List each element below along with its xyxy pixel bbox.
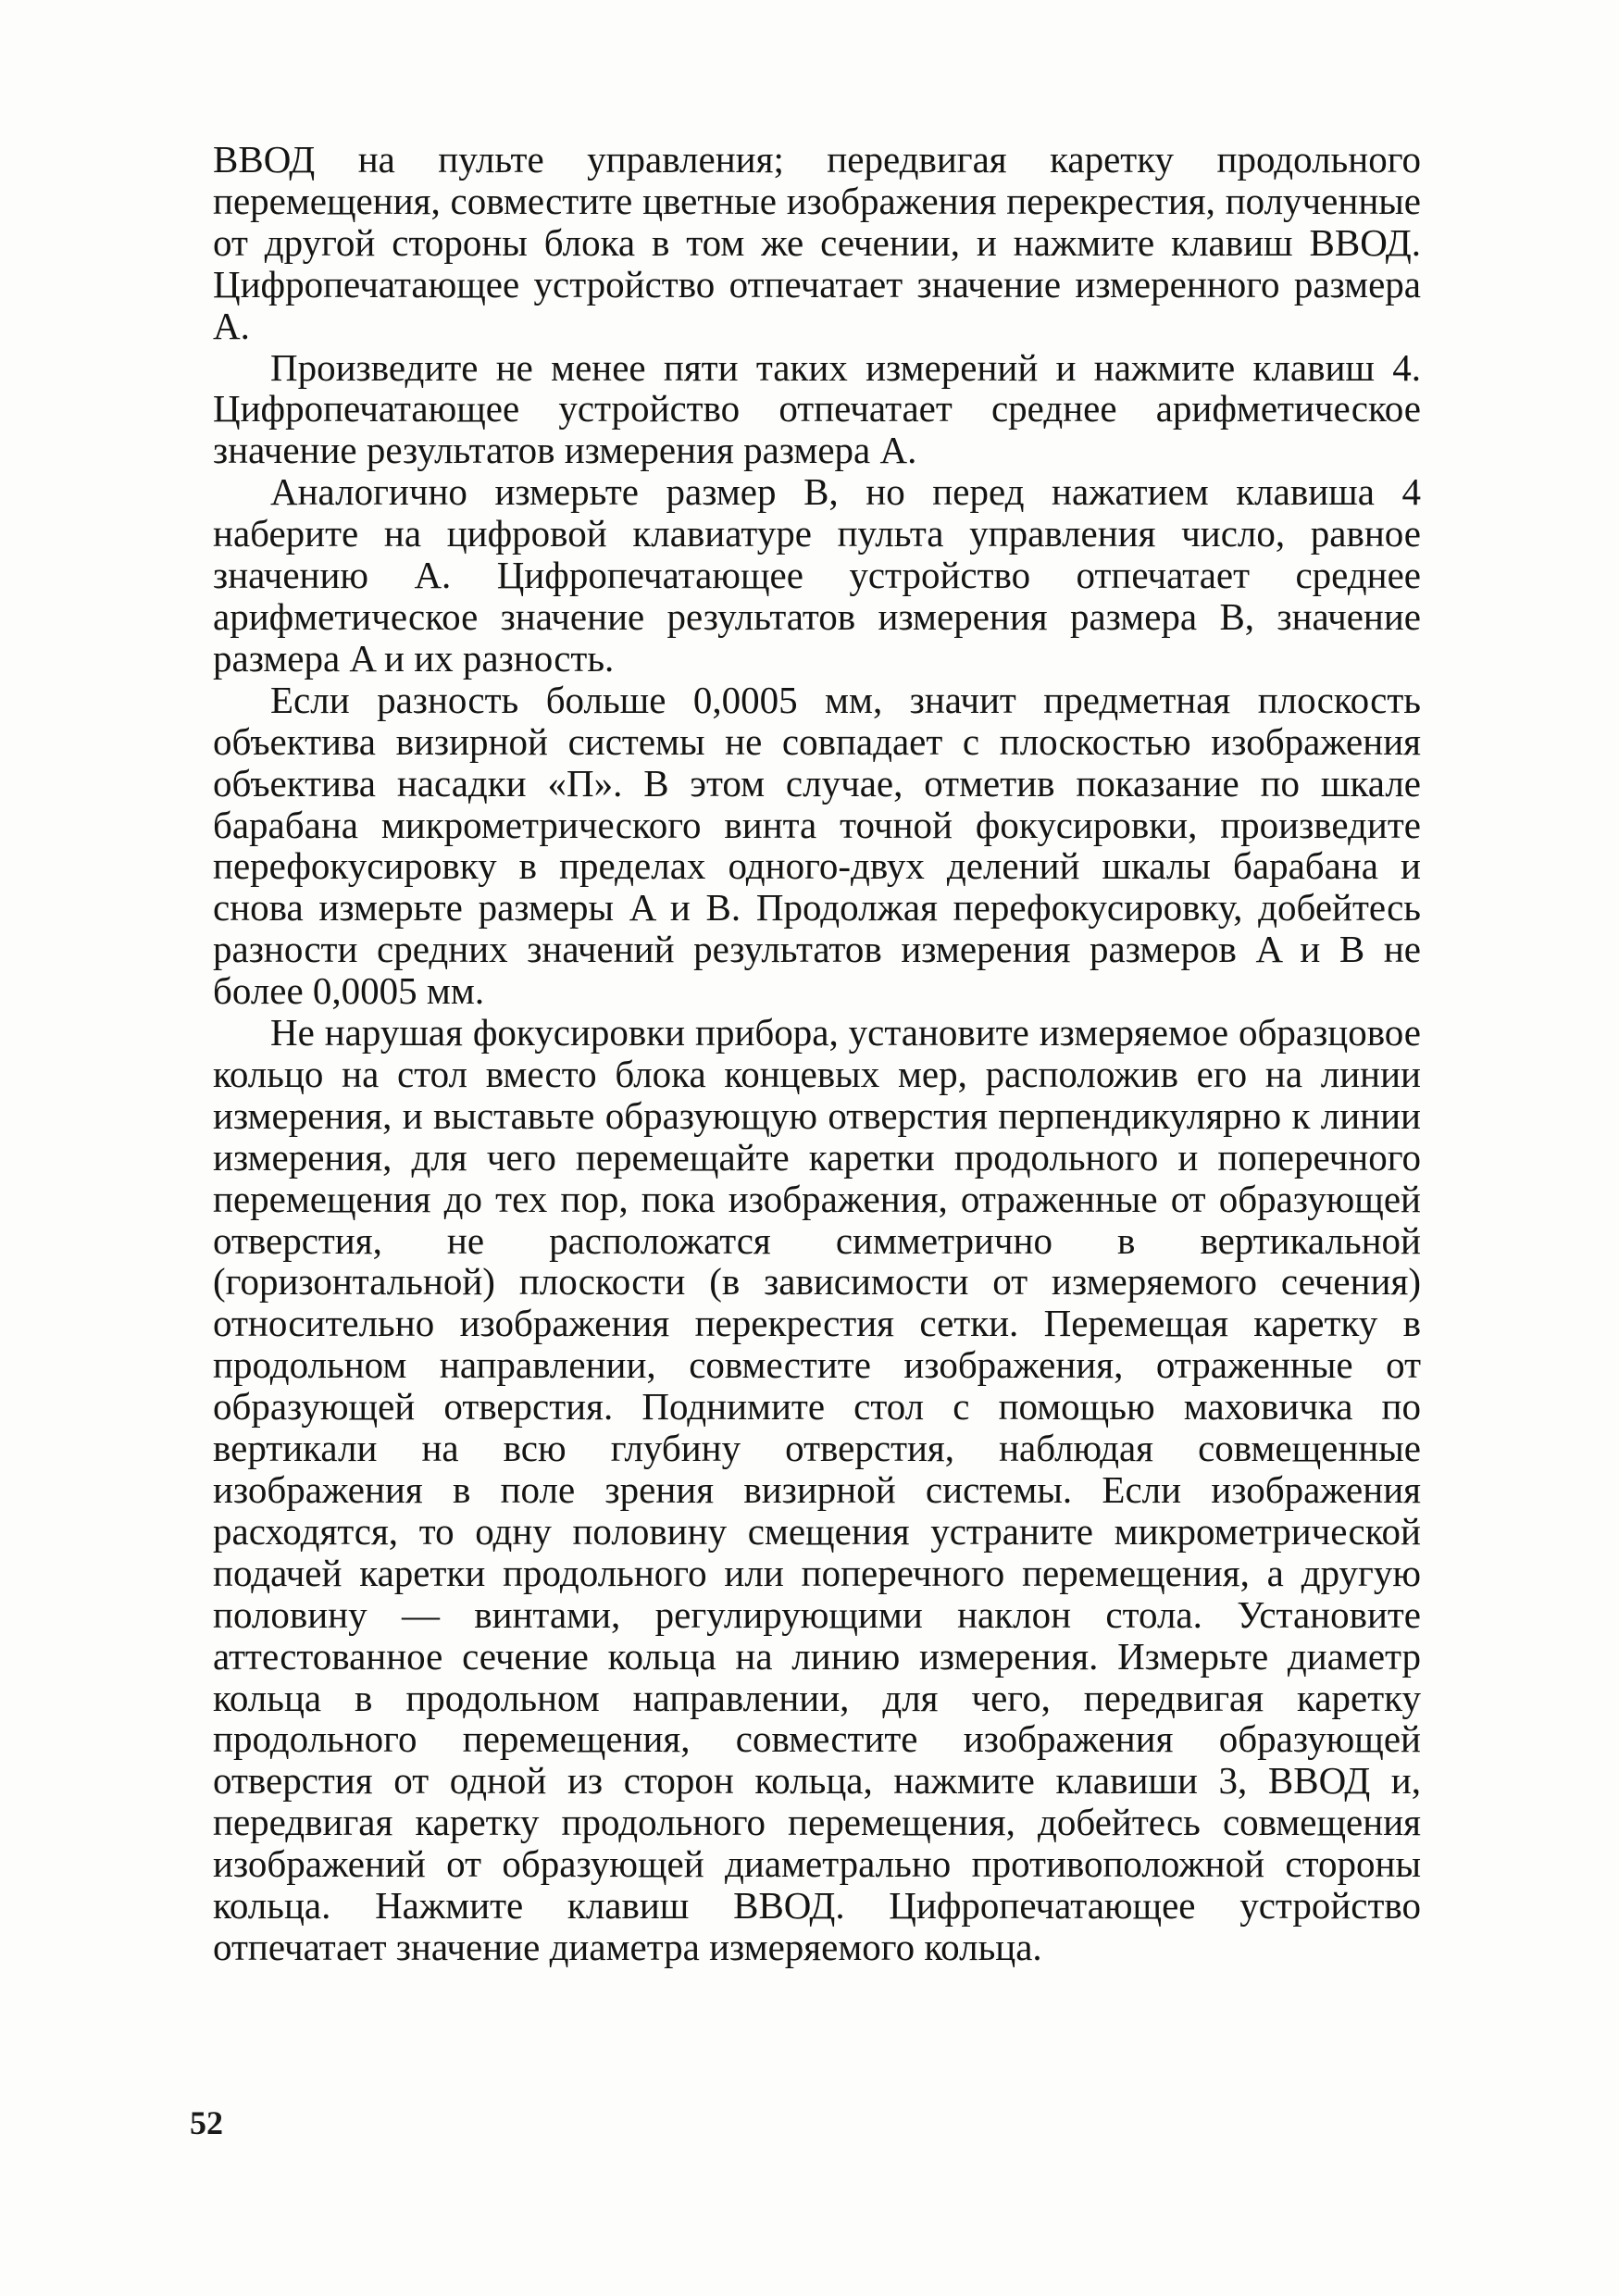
paragraph: Не нарушая фокусировки прибора, установите измеряемое образцовое кольцо на стол вместо блока концевых мер, расположив его на линии измерения, и выставьте образующую отверстия перпендикулярно к линии измерения, для чего перемещайте каретки продольного и поперечного перемещения до тех пор, пока изображения, отраженные от образующей отверстия, не расположатся симметрично в вертикальной (горизонтальной) плоскости (в зависимости от измеряемого сечения) относительно изображения перекрестия сетки. Перемещая каретку в продольном направлении, совместите изображения, отраженные от образующей отверстия. Поднимите стол с помощью маховичка по вертикали на всю глубину отверстия, наблюдая совмещенные изображения в поле зрения визирной системы. Если изображения расходятся, то одну половину смещения устраните микрометрической подачей каретки продольного или поперечного перемещения, а другую половину — винтами, регулирующими наклон стола. Установите аттестованное сечение кольца на линию измерения. Измерьте диаметр кольца в продольном направлении, для чего, передвигая каретку продольного перемещения, совместите изображения образующей отверстия от одной из сторон кольца, нажмите клавиши 3, ВВОД и, передвигая каретку продольного перемещения, добейтесь совмещения изображений от образующей диаметрально противоположной стороны кольца. Нажмите клавиш ВВОД. Цифропечатающее устройство отпечатает значение диаметра измеряемого кольца.	[213, 1011, 1421, 1968]
page-number: 52	[190, 2104, 223, 2141]
paragraph: Если разность больше 0,0005 мм, значит предметная плоскость объектива визирной системы не совпадает с плоскостью изображения объектива насадки «П». В этом случае, отметив показание по шкале барабана микрометрического винта точной фокусировки, произведите перефокусировку в пределах одного-двух делений шкалы барабана и снова измерьте размеры A и B. Продолжая перефокусировку, добейтесь разности средних значений результатов измерения размеров A и B не более 0,0005 мм.	[213, 678, 1421, 1013]
paragraph-continued: ВВОД на пульте управления; передвигая каретку продольного перемещения, совместите цветные изображения перекрестия, полученные от другой стороны блока в том же сечении, и нажмите клавиш ВВОД. Цифропечатающее устройство отпечатает значение измеренного размера A.	[213, 138, 1421, 347]
paragraph: Произведите не менее пяти таких измерений и нажмите клавиш 4. Цифропечатающее устройство отпечатает среднее арифметическое значение результатов измерения размера A.	[213, 345, 1421, 472]
body-text	[213, 139, 1421, 1968]
paragraph: Аналогично измерьте размер B, но перед нажатием клавиша 4 наберите на цифровой клавиатуре пульта управления число, равное значению A. Цифропечатающее устройство отпечатает среднее арифметическое значение результатов измерения размера B, значение размера A и их разность.	[213, 470, 1421, 680]
